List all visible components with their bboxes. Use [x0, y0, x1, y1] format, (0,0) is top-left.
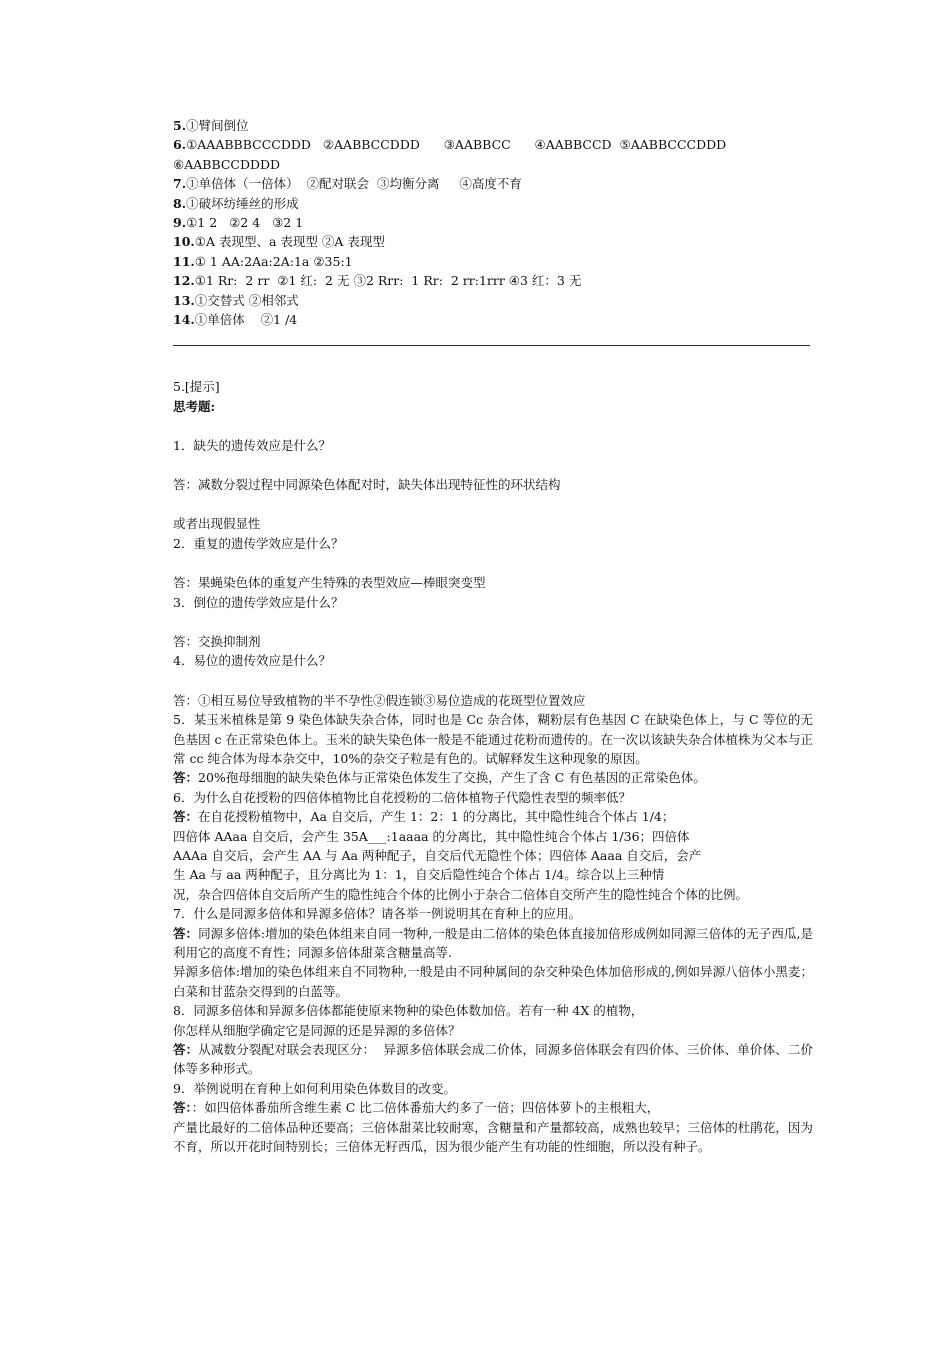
- answer-2: 答：果蝇染色体的重复产生特殊的表型效应—棒眼突变型: [173, 574, 486, 590]
- answer-3: 答：交换抑制剂: [173, 633, 261, 649]
- answer-9-line: 产量比最好的二倍体品种还要高；三倍体甜菜比较耐寒，含糖量和产量都较高，成熟也较早；三倍体的杜鹃花，因为不育，所以开花时间特别长；三倍体无籽西瓜，因为很少能产生有功能的性细胞，所以没有种子。: [173, 1119, 813, 1155]
- answer-item: 11.① 1 AA:2Aa:2A:1a ②35:1: [173, 253, 353, 269]
- answer-item: 9.①1 2 ②2 4 ③2 1: [173, 214, 304, 230]
- question-7: 7．什么是同源多倍体和异源多倍体？请各举一例说明其在育种上的应用。: [173, 906, 581, 922]
- answer-1-continued: 或者出现假显性: [173, 516, 261, 532]
- question-6: 6．为什么自花授粉的四倍体植物比自花授粉的二倍体植物子代隐性表型的频率低？: [173, 789, 631, 805]
- answer-9: 答：：如四倍体番茄所含维生素 C 比二倍体番茄大约多了一倍；四倍体萝卜的主根粗大，: [173, 1100, 660, 1116]
- answer-item: 12.①1 Rr: 2 rr ②1 红: 2 无 ③2 Rrr: 1 Rr: 2 rr:1rrr ④3 红：3 无: [173, 273, 582, 289]
- divider: [173, 345, 810, 346]
- answer-6: 答：在自花授粉植物中，Aa 自交后，产生 1：2：1 的分离比，其中隐性纯合个体占 1/4；: [173, 809, 675, 825]
- question-5: 5．某玉米植株是第 9 染色体缺失杂合体，同时也是 Cc 杂合体，糊粉层有色基因 C 在缺染色体上，与 C 等位的无色基因 c 在正常染色体上。玉米的缺失染色体一般是不能通过花粉而遗传的。在一次以该缺失杂合体植株为父本与正常 cc 纯合体为母本杂交中，10%的杂交子粒是有色的。试解释发生这种现象的原因。: [173, 712, 813, 766]
- question-9: 9．举例说明在育种上如何利用染色体数目的改变。: [173, 1080, 456, 1096]
- question-8: 8．同源多倍体和异源多倍体都能使原来物种的染色体数加倍。若有一种 4X 的植物，: [173, 1003, 644, 1019]
- answer-list: [173, 116, 813, 329]
- answer-7-line: 异源多倍体:增加的染色体组来自不同物种,一般是由不同种属间的杂交种染色体加倍形成的,例如异源八倍体小黑麦；白菜和甘蓝杂交得到的白蓝等。: [173, 964, 813, 999]
- answer-1: 答：减数分裂过程中同源染色体配对时，缺失体出现特征性的环状结构: [173, 476, 561, 492]
- answer-6-line: 四倍体 AAaa 自交后，会产生 35A___:1aaaa 的分离比，其中隐性纯合个体占 1/36；四倍体: [173, 828, 690, 844]
- hint-label: 5.[提示]: [173, 379, 220, 394]
- section-title: 思考题:: [173, 398, 216, 414]
- answer-8: 答：从减数分裂配对联会表现区分： 异源多倍体联会成二价体，同源多倍体联会有四价体、三价体、单价体、二价体等多种形式。: [173, 1042, 813, 1077]
- answer-item: ⑥AABBCCDDDD: [173, 156, 281, 172]
- answer-item: 14.①单倍体 ②1 /4: [173, 311, 298, 327]
- question-2: 2．重复的遗传学效应是什么？: [173, 535, 344, 551]
- question-3: 3．倒位的遗传学效应是什么？: [173, 594, 344, 610]
- answer-4: 答：①相互易位导致植物的半不孕性②假连锁③易位造成的花斑型位置效应: [173, 692, 586, 708]
- question-4: 4．易位的遗传效应是什么？: [173, 653, 331, 669]
- answer-6-line: 况，杂合四倍体自交后所产生的隐性纯合个体的比例小于杂合二倍体自交所产生的隐性纯合个体的比例。: [173, 886, 749, 902]
- answer-6-line: AAAa 自交后，会产生 AA 与 Aa 两种配子，自交后代无隐性个体；四倍体 Aaaa 自交后，会产: [173, 847, 702, 863]
- discussion-section: [173, 377, 813, 1156]
- answer-6-line: 生 Aa 与 aa 两种配子，且分离比为 1：1，自交后隐性纯合个体占 1/4。综合以上三种情: [173, 867, 665, 883]
- answer-item: 13.①交替式 ②相邻式: [173, 292, 299, 308]
- question-8-line: 你怎样从细胞学确定它是同源的还是异源的多倍体？: [173, 1022, 461, 1038]
- answer-item: 8.①破坏纺缍丝的形成: [173, 195, 299, 211]
- answer-item: 5.①臂间倒位: [173, 118, 249, 133]
- answer-item: 7.①单倍体（一倍体） ②配对联会 ③均衡分离 ④高度不育: [173, 176, 522, 192]
- answer-item: 10.①A 表现型、a 表现型 ②A 表现型: [173, 234, 385, 250]
- answer-5: 答：20%孢母细胞的缺失染色体与正常染色体发生了交换，产生了含 C 有色基因的正常染色体。: [173, 770, 706, 786]
- answer-7: 答：同源多倍体:增加的染色体组来自同一物种,一般是由二倍体的染色体直接加倍形成例如同源三倍体的无子西瓜,是利用它的高度不育性；同源多倍体甜菜含糖量高等.: [173, 925, 813, 960]
- question-1: 1．缺失的遗传效应是什么？: [173, 437, 331, 453]
- answer-item: 6.①AAABBBCCCDDD ②AABBCCDDD ③AABBCC ④AABBCCD ⑤AABBCCCDDD: [173, 137, 727, 153]
